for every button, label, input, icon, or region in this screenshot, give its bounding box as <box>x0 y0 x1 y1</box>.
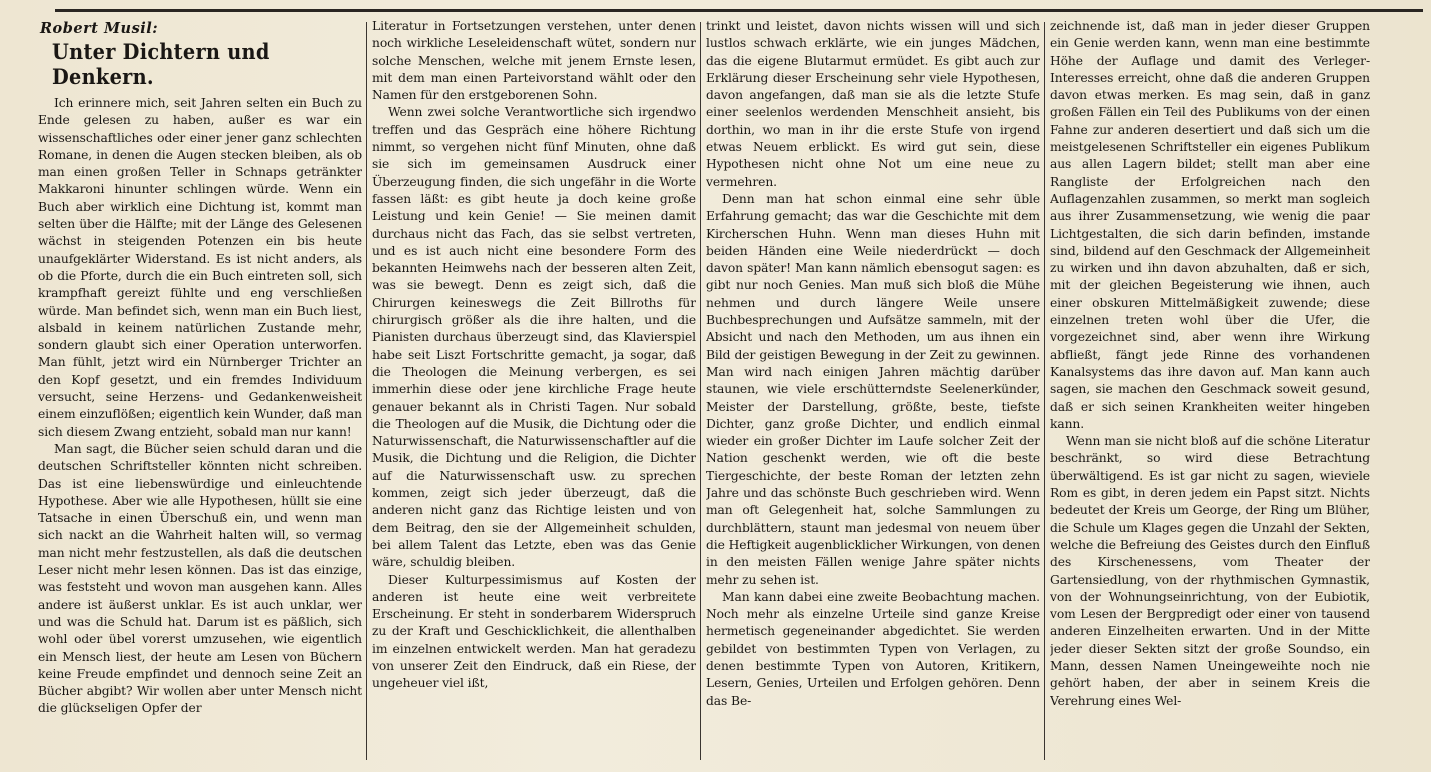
paragraph: Dieser Kulturpessimismus auf Kosten der anderen ist heute eine weit verbreitete Erscheinung. Er steht in sonderbarem Widerspruch zu der Kraft und Geschicklichkeit, die allenthalben im einzelnen entwickelt werden. Man hat geradezu von unserer Zeit den Eindruck, daß ein Riese, der ungeheuer viel ißt, <box>372 572 696 691</box>
column-divider <box>1044 22 1045 760</box>
column-4 <box>1050 18 1370 762</box>
article-author: Robert Musil: <box>40 20 159 37</box>
column-divider <box>366 22 367 760</box>
column-divider <box>700 22 701 760</box>
paragraph: Man kann dabei eine zweite Beobachtung machen. Noch mehr als einzelne Urteile sind ganze Kreise hermetisch gegeneinander abgedichtet. Sie werden gebildet von bestimmten Typen von Verlagen, zu denen bestimmte Typen von Autoren, Kritikern, Lesern, Genies, Urteilen und Erfolgen gehören. Denn das Be- <box>706 589 1040 708</box>
column-2 <box>372 18 696 762</box>
paragraph: trinkt und leistet, davon nichts wissen will und sich lustlos schwach erklärte, wie ein junges Mädchen, das die eigene Blutarmut ermüdet. Es gibt auch zur Erklärung dieser Erscheinung sehr viele Hypothesen, davon angefangen, daß man sie als die letzte Stufe einer seelenlos werdenden Menschheit ansieht, bis dorthin, wo man in ihr die erste Stufe von irgend etwas Neuem erblickt. Es wird gut sein, diese Hypothesen nicht ohne Not um eine neue zu vermehren. <box>706 19 1040 189</box>
paragraph: Wenn man sie nicht bloß auf die schöne Literatur beschränkt, so wird diese Betrachtung überwältigend. Es ist gar nicht zu sagen, wieviele Rom es gibt, in deren jedem ein Papst sitzt. Nichts bedeutet der Kreis um George, der Ring um Blüher, die Schule um Klages gegen die Unzahl der Sekten, welche die Befreiung des Geistes durch den Einfluß des Kirschenessens, vom Theater der Gartensiedlung, von der rhythmischen Gymnastik, von der Wohnungseinrichtung, von der Eubiotik, vom Lesen der Bergpredigt oder einer von tausend anderen Einzelheiten erwarten. Und in der Mitte jeder dieser Sekten sitzt der große Soundso, ein Mann, dessen Namen Uneingeweihte noch nie gehört haben, der aber in seinem Kreis die Verehrung eines Wel- <box>1050 434 1370 708</box>
paragraph: zeichnende ist, daß man in jeder dieser Gruppen ein Genie werden kann, wenn man eine bestimmte Höhe der Auflage und damit des Verleger-Interesses erreicht, ohne daß die anderen Gruppen davon etwas merken. Es mag sein, daß in ganz großen Fällen ein Teil des Publikums von der einen Fahne zur anderen desertiert und daß sich um die meistgelesenen Schriftsteller ein eigenes Publikum aus allen Lagern bildet; stellt man aber eine Rangliste der Erfolgreichen nach den Auflagenzahlen zusammen, so merkt man sogleich aus ihrer Zusammensetzung, wie wenig die paar Lichtgestalten, die sich darin befinden, imstande sind, bildend auf den Geschmack der Allgemeinheit zu wirken und ihn davon abzuhalten, daß er sich, mit der gleichen Begeisterung wie ihnen, auch einer obskuren Mittelmäßigkeit zuwende; diese einzelnen treten wohl über die Ufer, die vorgezeichnet sind, aber wenn ihre Wirkung abfließt, fängt jede Rinne des vorhandenen Kanalsystems das ihre davon auf. Man kann auch sagen, sie machen den Geschmack soweit gesund, daß er sich seinen Krankheiten weiter hingeben kann. <box>1050 19 1370 431</box>
column-3 <box>706 18 1040 762</box>
paragraph: Denn man hat schon einmal eine sehr üble Erfahrung gemacht; das war die Geschichte mit dem Kircherschen Huhn. Wenn man dieses Huhn mit beiden Händen eine Weile niederdrückt — doch davon später! Man kann nämlich ebensogut sagen: es gibt nur noch Genies. Man muß sich bloß die Mühe nehmen und durch längere Weile unsere Buchbesprechungen und Aufsätze sammeln, mit der Absicht und nach den Methoden, um aus ihnen ein Bild der geistigen Bewegung in der Zeit zu gewinnen. Man wird nach einigen Jahren mächtig darüber staunen, wie viele erschütterndste Seelenerkünder, Meister der Darstellung, größte, beste, tiefste Dichter, ganz große Dichter, und endlich einmal wieder ein großer Dichter im Laufe solcher Zeit der Nation geschenkt werden, wie oft die beste Tiergeschichte, der beste Roman der letzten zehn Jahre und das schönste Buch geschrieben wird. Wenn man oft Gelegenheit hat, solche Sammlungen zu durchblättern, staunt man jedesmal von neuem über die Heftigkeit augenblicklicher Wirkungen, von denen in den meisten Fällen wenige Jahre später nichts mehr zu sehen ist. <box>706 191 1040 587</box>
paragraph: Man sagt, die Bücher seien schuld daran und die deutschen Schriftsteller könnten nicht schreiben. Das ist eine liebenswürdige und einleuchtende Hypothese. Aber wie alle Hypothesen, hüllt sie eine Tatsache in einen Überschuß ein, und wenn man sich nackt an die Wahrheit halten will, so vermag man nicht mehr festzustellen, als daß die deutschen Leser nicht mehr lesen können. Das ist das einzige, was feststeht und wovon man ausgehen kann. Alles andere ist äußerst unklar. Es ist auch unklar, wer und was die Schuld hat. Darum ist es päßlich, sich wohl oder übel vorerst umzusehen, wie eigentlich ein Mensch liest, der heute am Lesen von Büchern keine Freude empfindet und dennoch seine Zeit an Bücher abgibt? Wir wollen aber unter Mensch nicht die glückseligen Opfer der <box>38 441 362 716</box>
paragraph: Ich erinnere mich, seit Jahren selten ein Buch zu Ende gelesen zu haben, außer es war ein wissenschaftliches oder einer jener ganz schlechten Romane, in denen die Augen stecken bleiben, als ob man einen großen Teller in Schnaps getränkter Makkaroni hinunter schlingen würde. Wenn ein Buch aber wirklich eine Dichtung ist, kommt man selten über die Hälfte; mit der Länge des Gelesenen wächst in steigenden Potenzen ein bis heute unaufgeklärter Widerstand. Es ist nicht anders, als ob die Pforte, durch die ein Buch eintreten soll, sich krampfhaft gereizt fühlte und eng verschließen würde. Man befindet sich, wenn man ein Buch liest, alsbald in keinem natürlichen Zustande mehr, sondern glaubt sich einer Operation unterworfen. Man fühlt, jetzt wird ein Nürnberger Trichter an den Kopf gesetzt, und ein fremdes Individuum versucht, seine Herzens- und Gedankenweisheit einem einzuflößen; eigentlich kein Wunder, daß man sich diesem Zwang entzieht, sobald man nur kann! <box>38 96 362 439</box>
paragraph: Wenn zwei solche Verantwortliche sich irgendwo treffen und das Gespräch eine höhere Richtung nimmt, so vergehen nicht fünf Minuten, ohne daß sie sich im gemeinsamen Ausdruck einer Überzeugung finden, die sich ungefähr in die Worte fassen läßt: es gibt heute ja doch keine große Leistung und kein Genie! — Sie meinen damit durchaus nicht das Fach, das sie selbst vertreten, und es ist auch nicht eine besondere Form des bekannten Heimwehs nach der besseren alten Zeit, was sie bewegt. Denn es zeigt sich, daß die Chirurgen keineswegs die Zeit Billroths für chirurgisch größer als die ihre halten, und die Pianisten durchaus überzeugt sind, das Klavierspiel habe seit Liszt Fortschritte gemacht, ja sogar, daß die Theologen die Meinung verbergen, es sei immerhin diese oder jene kirchliche Frage heute genauer bekannt als in Christi Tagen. Nur sobald die Theologen auf die Musik, die Dichtung oder die Naturwissenschaft, die Naturwissenschaftler auf die Musik, die Dichtung und die Religion, die Dichter auf die Naturwissenschaft usw. zu sprechen kommen, zeigt sich jeder überzeugt, daß die anderen nicht ganz das Richtige leisten und von dem Beitrag, den sie der Allgemeinheit schulden, bei allem Talent das Letzte, eben was das Genie wäre, schuldig bleiben. <box>372 105 696 570</box>
article-title: Unter Dichtern und Denkern. <box>52 39 270 89</box>
paragraph: Literatur in Fortsetzungen verstehen, unter denen noch wirkliche Leseleidenschaft wütet, sondern nur solche Menschen, welche mit jenem Ernste lesen, mit dem man einen Parteivorstand wählt oder den Namen für den erstgeborenen Sohn. <box>372 19 696 103</box>
top-rule <box>55 9 1423 12</box>
column-1 <box>38 18 362 762</box>
